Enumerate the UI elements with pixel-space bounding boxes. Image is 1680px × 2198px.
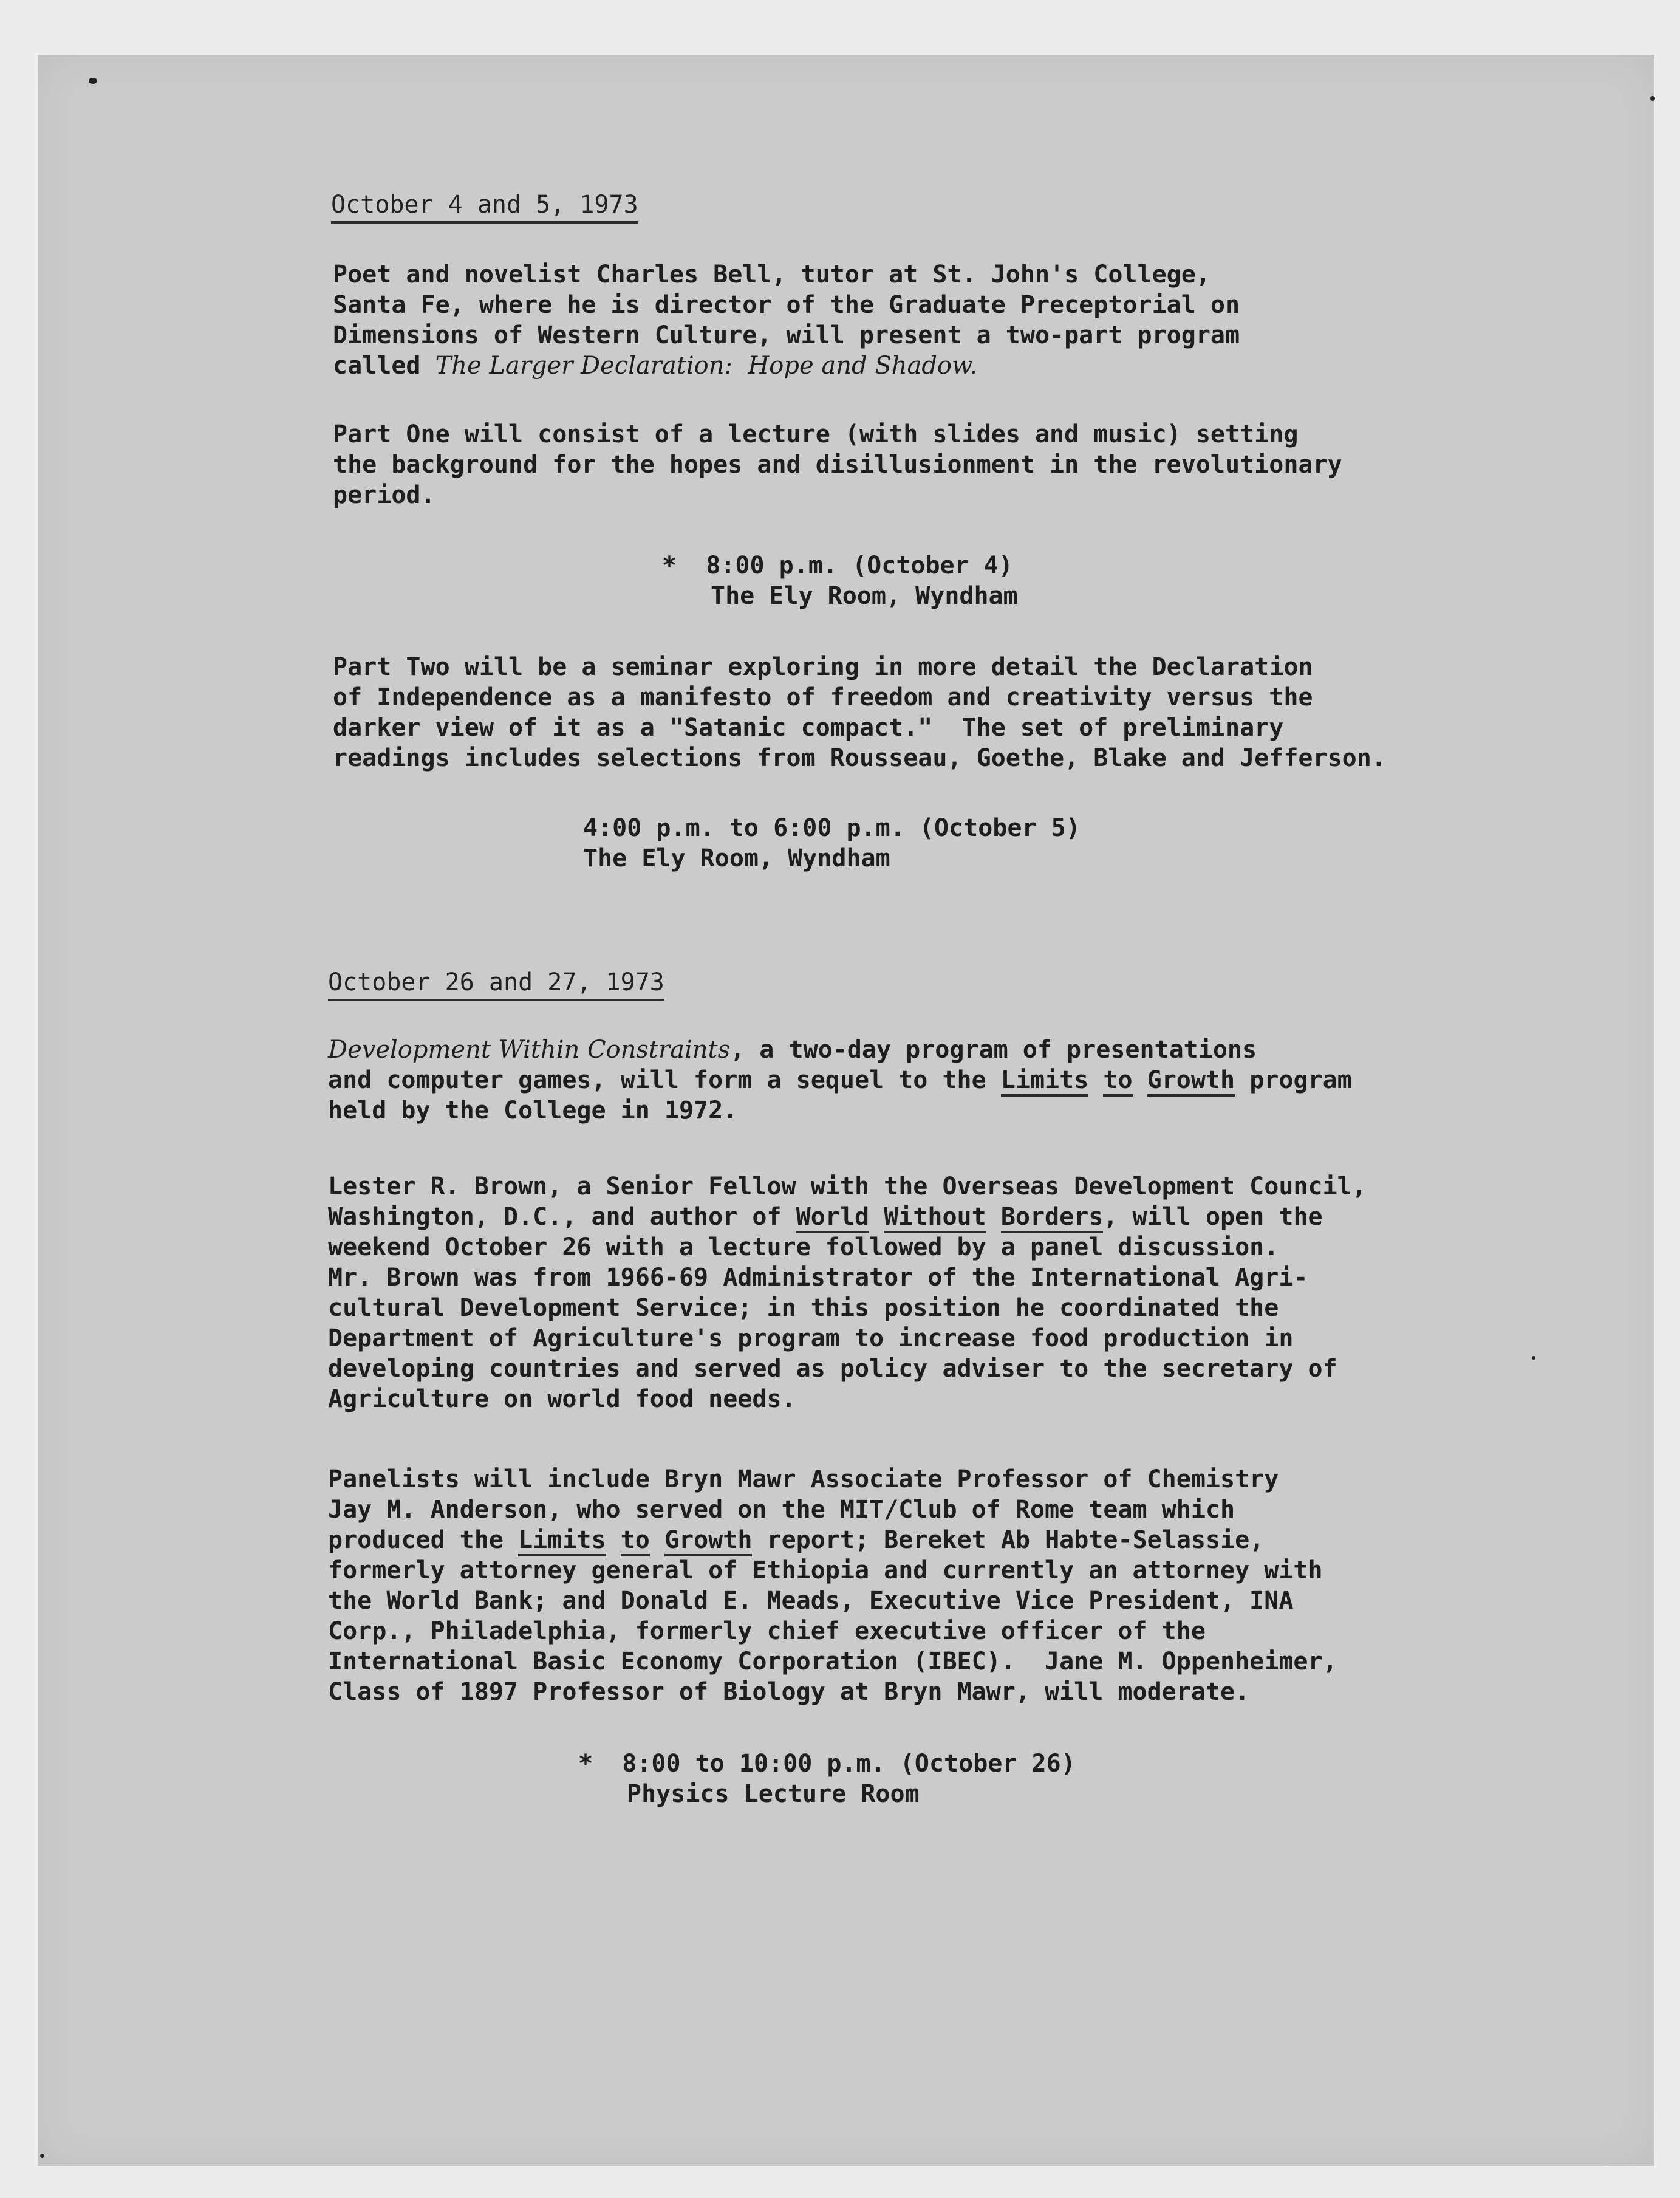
book-title-word: Without <box>884 1203 986 1233</box>
text-line: weekend October 26 with a lecture followed by a panel discussion. <box>328 1233 1279 1261</box>
text-line <box>328 1202 1323 1232</box>
text-line: darker view of it as a "Satanic compact." The set of preliminary <box>333 714 1284 742</box>
text-line: formerly attorney general of Ethiopia and currently an attorney with <box>328 1556 1323 1584</box>
text-line: Dimensions of Western Culture, will present a two-part program <box>333 321 1240 349</box>
text-line: Department of Agriculture's program to increase food production in <box>328 1324 1294 1352</box>
program-title: Development Within Constraints <box>328 1036 731 1064</box>
text-line: Mr. Brown was from 1966-69 Administrator of the International Agri- <box>328 1264 1308 1292</box>
text-line: of Independence as a manifesto of freedom and creativity versus the <box>333 683 1313 711</box>
book-title-word: Borders <box>1001 1203 1104 1233</box>
text-line: Part One will consist of a lecture (with slides and music) setting <box>333 420 1299 448</box>
text-line: Corp., Philadelphia, formerly chief executive officer of the <box>328 1617 1206 1645</box>
text-line <box>328 1035 1257 1065</box>
text-line: International Basic Economy Corporation (IBEC). Jane M. Oppenheimer, <box>328 1648 1337 1676</box>
text-line: Santa Fe, where he is director of the Graduate Preceptorial on <box>333 291 1240 319</box>
event-location: The Ely Room, Wyndham <box>711 582 1018 610</box>
text-span: Washington, D.C., and author of <box>328 1203 796 1231</box>
book-title-word: Growth <box>1147 1066 1235 1097</box>
event-time: * 8:00 p.m. (October 4) <box>662 552 1013 580</box>
text-span: , a two-day program of presentations <box>730 1036 1257 1064</box>
book-title-word: to <box>1103 1066 1132 1097</box>
text-line: the World Bank; and Donald E. Meads, Executive Vice President, INA <box>328 1587 1294 1615</box>
text-line: cultural Development Service; in this position he coordinated the <box>328 1294 1279 1322</box>
text-line: Lester R. Brown, a Senior Fellow with the Overseas Development Council, <box>328 1173 1367 1200</box>
event-location: The Ely Room, Wyndham <box>583 844 890 872</box>
event-time: * 8:00 to 10:00 p.m. (October 26) <box>578 1750 1076 1778</box>
text-span: produced the <box>328 1526 519 1554</box>
text-line: Jay M. Anderson, who served on the MIT/Club of Rome team which <box>328 1496 1235 1524</box>
text-span: and computer games, will form a sequel to the <box>328 1066 1001 1094</box>
event-location: Physics Lecture Room <box>627 1780 920 1808</box>
text-span: called <box>333 352 435 380</box>
text-line: Poet and novelist Charles Bell, tutor at St. John's College, <box>333 261 1210 289</box>
text-line: Agriculture on world food needs. <box>328 1385 796 1413</box>
text-span: program <box>1235 1066 1352 1094</box>
text-line: period. <box>333 481 435 509</box>
document-content <box>38 55 1654 2166</box>
text-line: Class of 1897 Professor of Biology at Bryn Mawr, will moderate. <box>328 1678 1250 1706</box>
text-line: readings includes selections from Rousseau, Goethe, Blake and Jefferson. <box>333 744 1386 772</box>
section-heading-october-26-27: October 26 and 27, 1973 <box>328 967 664 1001</box>
text-line: the background for the hopes and disillusionment in the revolutionary <box>333 451 1342 479</box>
book-title-word: World <box>796 1203 869 1233</box>
text-line: held by the College in 1972. <box>328 1097 738 1125</box>
document-page <box>38 55 1654 2166</box>
text-line: Panelists will include Bryn Mawr Associate Professor of Chemistry <box>328 1465 1279 1493</box>
event-time: 4:00 p.m. to 6:00 p.m. (October 5) <box>583 814 1081 842</box>
text-line <box>328 1525 1264 1555</box>
text-line <box>328 1065 1352 1095</box>
book-title-word: to <box>621 1526 650 1556</box>
text-span: report; Bereket Ab Habte-Selassie, <box>752 1526 1265 1554</box>
program-title: The Larger Declaration: Hope and Shadow. <box>435 352 978 380</box>
text-line: developing countries and served as policy adviser to the secretary of <box>328 1355 1337 1383</box>
book-title-word: Limits <box>1001 1066 1089 1097</box>
text-line <box>333 351 977 381</box>
book-title-word: Growth <box>664 1526 753 1556</box>
section-heading-october-4-5: October 4 and 5, 1973 <box>331 190 638 224</box>
text-span: , will open the <box>1103 1203 1323 1231</box>
book-title-word: Limits <box>518 1526 606 1556</box>
text-line: Part Two will be a seminar exploring in more detail the Declaration <box>333 653 1313 681</box>
